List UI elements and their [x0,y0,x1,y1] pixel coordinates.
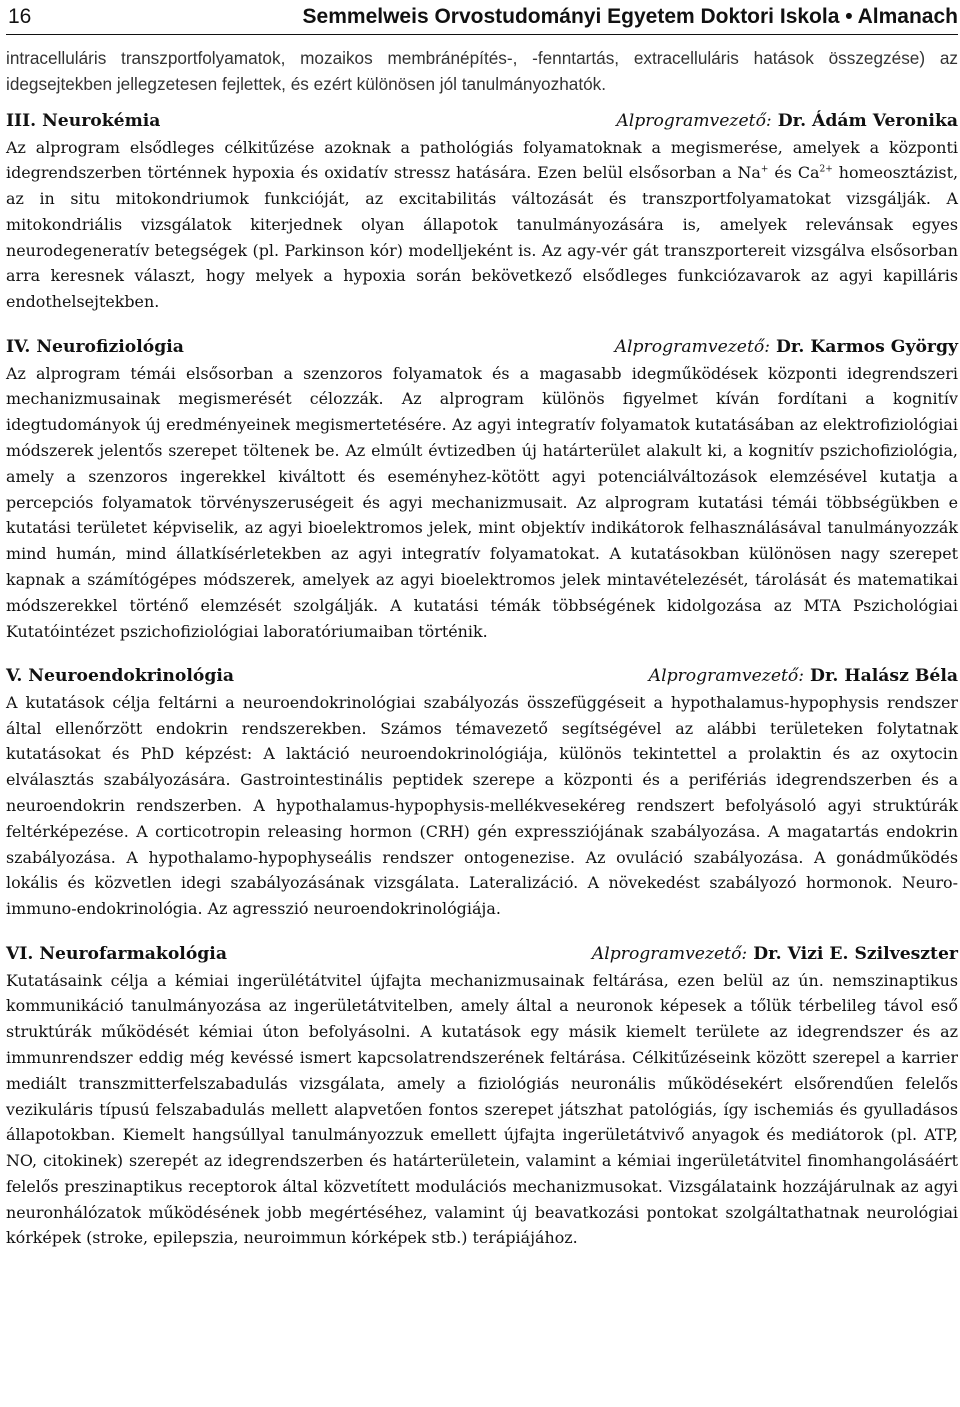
section-title: IV. Neurofiziológia [6,337,184,358]
section-neurofiziologia [6,335,958,644]
intro-paragraph: intracelluláris transzportfolyamatok, mozaikos membránépítés-, -fenntartás, extracelluláris hatások összegzése) az idegsejtekben jellegzetesen fejlettek, és ezért különösen jól tanulmányozhatók. [6,48,958,94]
section-leader [592,942,958,968]
section-heading [6,664,958,690]
superscript-charge: + [760,165,769,175]
section-leader [615,335,958,361]
section-title: III. Neurokémia [6,111,161,131]
section-neurokemia [6,109,958,315]
section-body [6,135,958,316]
section-heading [6,335,958,361]
section-leader [649,664,958,690]
leader-name: Dr. Halász Béla [804,666,958,687]
page-number: 16 [8,5,32,28]
running-title: Semmelweis Orvostudományi Egyetem Doktori Iskola • Almanach [302,5,958,28]
body-text-part: és Ca [768,163,820,183]
section-neuroendokrinologia [6,664,958,922]
leader-role: Alprogramvezető: [614,337,771,358]
section-title: VI. Neurofarmakológia [6,944,227,965]
section-body: Az alprogram témái elsősorban a szenzoros folyamatok és a magasabb idegműködések központi idegrendszeri mechanizmusainak megismerését célozzák. Az alprogram különös figyelmet kíván fordítani a kognitív idegtudományok új eredményeinek megismertetésére. Az agyi integratív folyamatok kutatásában az elektrofiziológiai módszerek jelentős szerepet töltenek be. Az elmúlt évtizedben új határterület alakult ki, a kognitív pszichofiziológia, amely a szenzoros ingerekkel kiváltott és eseményhez-kötött agyi potenciálváltozások elemzésével kutatja a percepciós folyamatok törvényszeruségeit és agyi mechanizmusait. Az alprogram kutatási témái többségükben e kutatási területet képviselik, az agyi bioelektromos jelek, mint objektív indikátorok felhasználásával tanulmányozzák mind humán, mind állatkísérletekben az agyi integratív folyamatokat. A kutatásokban különösen nagy szerepet kapnak a számítógépes módszerek, amelyek az agyi bioelektromos jelek mintavételezését, tárolását és matematikai módszerekkel történő elemzését szolgálják. A kutatási témák többségének kidolgozása az MTA Pszichológiai Kutatóintézet pszichofiziológiai laboratóriumaiban történik. [6,363,958,641]
leader-name: Dr. Ádám Veronika [771,111,958,131]
leader-role: Alprogramvezető: [591,944,748,965]
leader-name: Dr. Vizi E. Szilveszter [747,944,958,965]
superscript-charge: 2+ [819,165,833,175]
section-title: V. Neuroendokrinológia [6,666,235,687]
leader-role: Alprogramvezető: [616,111,772,131]
leader-name: Dr. Karmos György [770,337,958,358]
leader-role: Alprogramvezető: [648,666,805,687]
section-body: Kutatásaink célja a kémiai ingerülétátvitel újfajta mechanizmusainak feltárása, ezen belül az ún. nemszinaptikus kommunikáció tanulmányozása az ingerületátvitelben, amely által a neuronok képesek a tőlük térbelileg távol eső struktúrák működését kémiai úton befolyásolni. A kutatások egy másik kiemelt területe az idegrendszer és az immunrendszer eddig még kevéssé ismert kapcsolatrendszerének feltárása. Célkitűzéseink között szerepel a karrier mediált transzmitterfelszabadulás vizsgálata, amely a fiziológiás neuronális működésekért elsőrendűen felelős vezikuláris típusú felszabadulás mellett alapvetően fontos szerepet játszhat patológiás, így ischemiás és gyulladásos állapotokban. Kiemelt hangsúllyal tanulmányozzuk emellett újfajta ingerületátvivő anyagok és mediátorok (pl. ATP, NO, citokinek) szerepét az idegrendszerben és határterületein, valamint a kémiai ingerületátvitel finomhangolásáért felelős preszinaptikus receptorok által közvetített modulációs mechanizmusokat. Vizsgálataink hozzájárulnak az agyi neuronhálózatok működésének jobb megértéséhez, valamint új beavatkozási pontokat szolgáltathatnak neurológiai kórképek (stroke, epilepszia, neuroimmun kórképek stb.) terápiájához. [6,970,958,1248]
running-header [6,0,958,35]
document-page [6,0,958,1251]
body-text-part: homeosztázist, az in situ mitokondriumok funkcióját, az excitabilitás változását és transzportfolyamatokat vizsgálják. A mitokondriális vizsgálatok kiterjednek olyan állapotok tanulmányozására is, amelyek relevánsak egyes neurodegeneratív betegségek (pl. Parkinson kór) modelljeként is. Az agy-vér gát transzportereit vizsgálva elsősorban arra keresnek választ, hogy melyek a hypoxia során bekövetkező elsődleges funkciózavarok az agyi kapilláris endothelsejtekben. [6,163,959,312]
section-heading [6,109,958,135]
section-body: A kutatások célja feltárni a neuroendokrinológiai szabályozás összefüggéseit a hypothalamus-hypophysis rendszer által ellenőrzött endokrin rendszerekben. Számos témavezető segítségével az alábbi területeken folytatnak kutatásokat és PhD képzést: A laktáció neuroendokrinológiája, különös tekintettel a prolaktin és az oxytocin elválasztás szabályozására. Gastrointestinális peptidek szerepe a központi és a perifériás idegrendszerben és a neuroendokrin rendszerben. A hypothalamus-hypophysis-mellékvesekéreg rendszert befolyásoló agyi struktúrák feltérképezése. A corticotropin releasing hormon (CRH) gén expressziójának szabályozása. A magatartás endokrin szabályozása. A hypothalamo-hypophyseális rendszer ontogenezise. Az ovuláció szabályozása. A gonádműködés lokális és közvetlen idegi szabályozásának vizsgálata. Lateralizáció. A növekedést szabályozó hormonok. Neuro-immuno-endokrinológia. Az agresszió neuroendokrinológiája. [6,692,958,919]
section-leader [616,109,958,135]
section-neurofarmakologia [6,942,958,1251]
body-text-part: Az alprogram elsődleges célkitűzése azoknak a pathológiás folyamatoknak a megismerése, amelyek a központi idegrendszerben történnek hypoxia és oxidatív stressz hatására. Ezen belül elsősorban a Na [6,137,958,183]
section-heading [6,942,958,968]
